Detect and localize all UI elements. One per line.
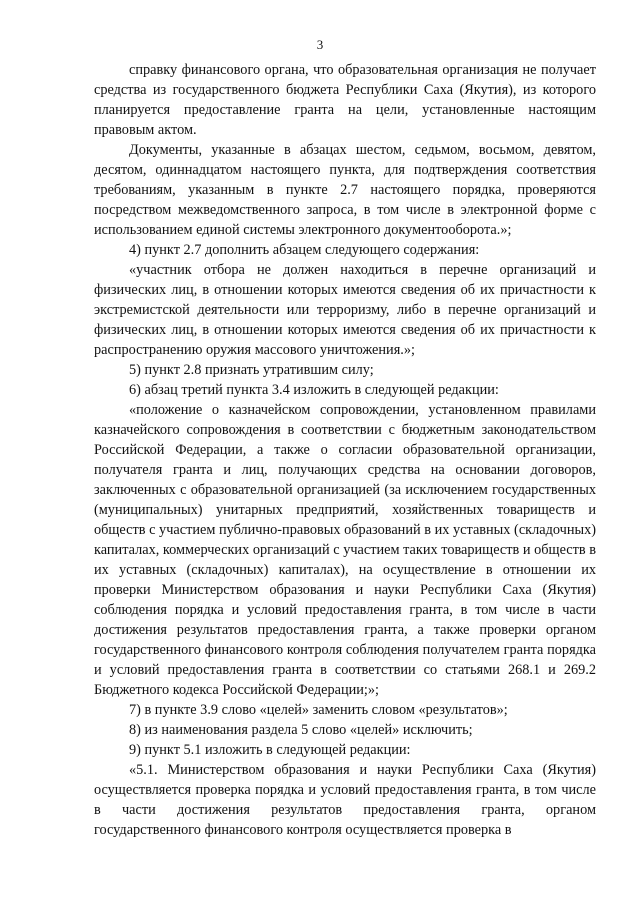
paragraph-item-9-text: «5.1. Министерством образования и науки Республики Саха (Якутия) осуществляется проверка порядка и условий предоставления гранта, в том числе в части достижения результатов предоставления гранта, органом государственного финансового контроля осуществляется проверка в <box>94 762 596 838</box>
paragraph-item-4-text: «участник отбора не должен находиться в перечне организаций и физических лиц, в отношении которых имеются сведения об их причастности к экстремистской деятельности или терроризму, либо в перечне организаций и физических лиц, в отношении которых имеются сведения об их причастности к распространению оружия массового уничтожения.»; <box>94 262 596 358</box>
paragraph-item-6: 6) абзац третий пункта 3.4 изложить в следующей редакции: <box>129 382 499 398</box>
paragraph-item-7: 7) в пункте 3.9 слово «целей» заменить словом «результатов»; <box>129 702 508 718</box>
paragraph-item-8: 8) из наименования раздела 5 слово «целей» исключить; <box>129 722 473 738</box>
paragraph-documents-check: Документы, указанные в абзацах шестом, седьмом, восьмом, девятом, десятом, одиннадцатом настоящего пункта, для подтверждения соответствия требованиям, указанным в пункте 2.7 настоящего порядка, проверяются посредством межведомственного запроса, в том числе в электронной форме с использованием единой системы электронного документооборота.»; <box>94 142 596 238</box>
paragraph-item-5: 5) пункт 2.8 признать утратившим силу; <box>129 362 374 378</box>
page-number: 3 <box>316 37 324 52</box>
paragraph-item-9: 9) пункт 5.1 изложить в следующей редакции: <box>129 742 411 758</box>
paragraph-certificate: справку финансового органа, что образовательная организация не получает средства из государственного бюджета Республики Саха (Якутия), из которого планируется предоставление гранта на цели, установленные настоящим правовым актом. <box>94 62 596 138</box>
paragraph-item-6-text: «положение о казначейском сопровождении, установленном правилами казначейского сопровождения в соответствии с бюджетным законодательством Российской Федерации, а также о согласии образовательной организации, получателя гранта и лиц, получающих средства на основании договоров, заключенных с образовательной организацией (за исключением государственных (муниципальных) унитарных предприятий, хозяйственных товариществ и обществ с участием публично-правовых образований в их уставных (складочных) капиталах, коммерческих организаций с участием таких товариществ и обществ в их уставных (складочных) капиталах), на осуществление в отношении их проверки Министерством образования и науки Республики Саха (Якутия) соблюдения порядка и условий предоставления гранта, в том числе в части достижения результатов предоставления гранта, а также проверки органом государственного финансового контроля соблюдения получателем гранта порядка и условий предоставления гранта в соответствии со статьями 268.1 и 269.2 Бюджетного кодекса Российской Федерации;»; <box>94 402 596 698</box>
document-body <box>94 60 596 840</box>
paragraph-item-4: 4) пункт 2.7 дополнить абзацем следующего содержания: <box>129 242 480 258</box>
